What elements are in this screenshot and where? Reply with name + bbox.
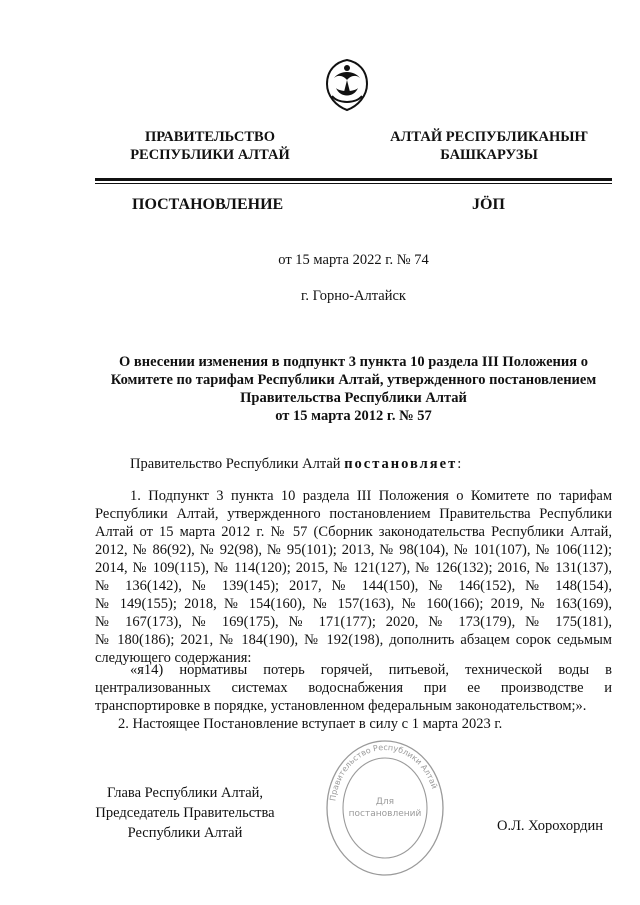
government-name-ru bbox=[90, 128, 330, 164]
title-line: Комитете по тарифам Республики Алтай, утвержденного постановлением bbox=[110, 372, 597, 388]
paragraph-1 bbox=[95, 487, 612, 667]
intro-prefix: Правительство Республики Алтай bbox=[130, 456, 341, 472]
quoted-amendment bbox=[95, 661, 612, 715]
signatory-name: О.Л. Хорохордин bbox=[497, 818, 604, 834]
header-left-line2: РЕСПУБЛИКИ АЛТАЙ bbox=[130, 147, 290, 163]
paragraph-line: № 136(142), № 139(145); 2017, № 144(150), № 146(152), № 148(154), bbox=[95, 578, 612, 594]
government-name-alt bbox=[380, 128, 598, 164]
signatory-title-line: Председатель Правительства bbox=[95, 805, 275, 821]
paragraph-line: № 149(155); 2018, № 154(160), № 157(163), № 160(166); 2019, № 163(169), bbox=[95, 596, 612, 612]
signatory-title-line: Республики Алтай bbox=[127, 825, 243, 841]
intro-line bbox=[130, 455, 461, 473]
title-line: Правительства Республики Алтай bbox=[240, 390, 467, 406]
signatory-title bbox=[85, 783, 285, 843]
city: г. Горно-Алтайск bbox=[301, 288, 406, 304]
document-title bbox=[95, 353, 612, 425]
quote-line: «я14) нормативы потерь горячей, питьевой, технической воды в bbox=[130, 662, 612, 678]
official-stamp-icon bbox=[325, 738, 445, 878]
emblem-icon bbox=[322, 58, 372, 112]
stamp-ring-text: Правительство Республики Алтай bbox=[328, 742, 440, 802]
header-left-line1: ПРАВИТЕЛЬСТВО bbox=[145, 129, 275, 145]
date-number: от 15 марта 2022 г. № 74 bbox=[278, 252, 429, 268]
title-line: от 15 марта 2012 г. № 57 bbox=[275, 408, 432, 424]
intro-suffix: : bbox=[457, 456, 462, 472]
stamp-center-line1: Для bbox=[375, 797, 395, 807]
intro-verb: постановляет bbox=[344, 456, 458, 472]
paragraph-line: № 167(173), № 169(175), № 171(177); 2020, № 173(179), № 175(181), bbox=[95, 614, 612, 630]
doc-type-alt: JÖП bbox=[472, 196, 505, 213]
header-divider-thick bbox=[95, 178, 612, 181]
title-line: О внесении изменения в подпункт 3 пункта 10 раздела III Положения о bbox=[119, 354, 588, 370]
header-right-line2: БАШКАРУЗЫ bbox=[440, 147, 538, 163]
quote-line: централизованных системах водоснабжения при ее производстве и bbox=[95, 680, 612, 696]
header-right-line1: АЛТАЙ РЕСПУБЛИКАНЫҤ bbox=[390, 129, 588, 145]
signatory-title-line: Глава Республики Алтай, bbox=[106, 785, 264, 801]
quote-line: транспортировке в порядке, установленном федеральным законодательством;». bbox=[95, 698, 587, 714]
header-divider-thin bbox=[95, 183, 612, 184]
paragraph-line: 2014, № 109(115), № 114(120); 2015, № 121(127), № 126(132); 2016, № 131(137), bbox=[95, 560, 612, 576]
paragraph-line: следующего содержания: bbox=[95, 650, 252, 666]
stamp-center-line2: постановлений bbox=[348, 809, 422, 819]
paragraph-line: Алтай от 15 марта 2012 г. № 57 (Сборник законодательства Республики Алтай, bbox=[95, 524, 612, 540]
paragraph-line: 2012, № 86(92), № 92(98), № 95(101); 2013, № 98(104), № 101(107), № 106(112); bbox=[95, 542, 612, 558]
paragraph-line: № 180(186); 2021, № 184(190), № 192(198), дополнить абзацем сорок седьмым bbox=[95, 632, 612, 648]
paragraph-line: 1. Подпункт 3 пункта 10 раздела III Положения о Комитете по тарифам bbox=[130, 488, 612, 504]
paragraph-line: Республики Алтай, утвержденного постановлением Правительства Республики bbox=[95, 506, 612, 522]
doc-type-ru: ПОСТАНОВЛЕНИЕ bbox=[132, 196, 284, 213]
paragraph-2: 2. Настоящее Постановление вступает в силу с 1 марта 2023 г. bbox=[118, 716, 503, 732]
